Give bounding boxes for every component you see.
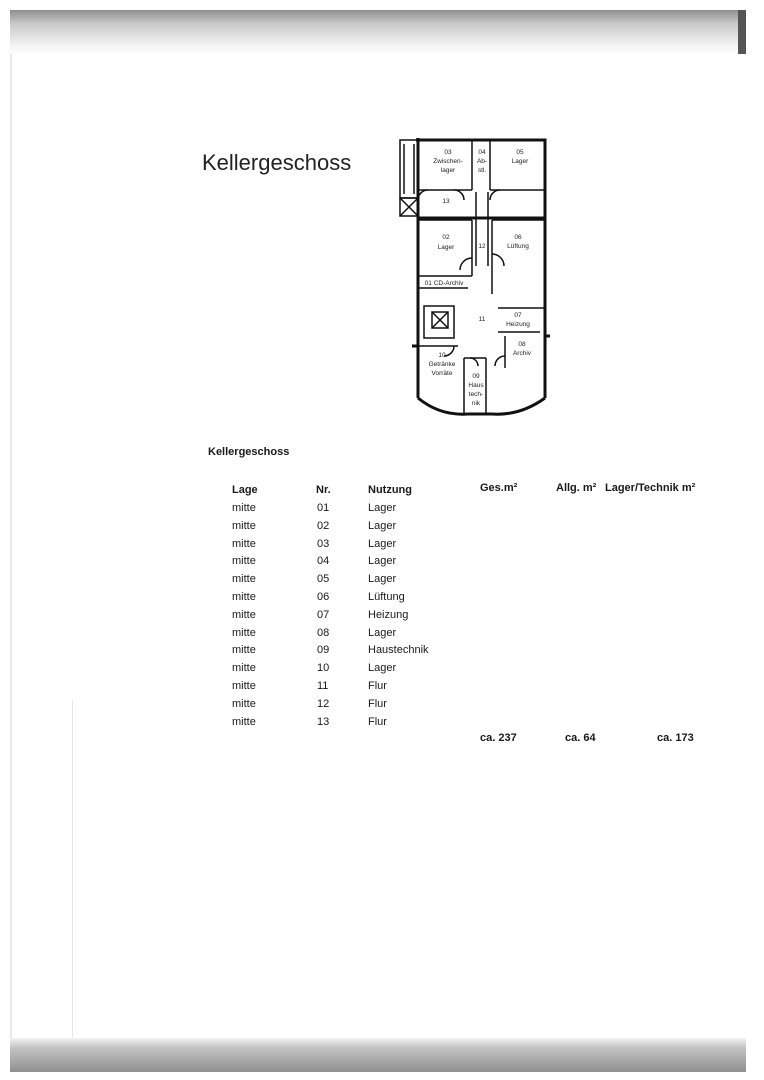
table-cell-lage: mitte xyxy=(232,626,256,639)
table-cell-nutzung: Lager xyxy=(368,502,397,514)
table-cell-nr: 01 xyxy=(317,502,330,514)
table-cell-nr: 02 xyxy=(317,519,330,532)
header-nutzung: Nutzung xyxy=(368,484,412,496)
room-09-label-1: Haus xyxy=(468,382,484,389)
table-cell-nr: 13 xyxy=(317,715,330,728)
table-cell-lage: mitte xyxy=(232,555,256,568)
room-03-label-1: Zwischen- xyxy=(433,158,463,165)
table-cell-lage: mitte xyxy=(232,644,256,657)
room-06-number: 06 xyxy=(514,234,522,241)
table-cell-nr: 03 xyxy=(317,537,330,550)
scan-streak xyxy=(72,700,73,1038)
room-04-label-1: Ab- xyxy=(476,158,488,165)
room-11-label: 11 xyxy=(478,316,486,323)
room-04-label-2: stl. xyxy=(477,167,487,174)
room-06-label: Lüftung xyxy=(507,243,529,250)
scan-left-edge xyxy=(10,54,12,1038)
header-ges-m2: Ges.m² xyxy=(480,482,518,494)
total-ges-m2: ca. 237 xyxy=(480,732,517,744)
table-cell-lage: mitte xyxy=(232,591,256,603)
table-cell-nr: 09 xyxy=(317,644,330,657)
table-cell-lage: mitte xyxy=(232,608,256,621)
table-cell-nutzung: Lüftung xyxy=(368,591,405,603)
room-10-number: 10 xyxy=(438,352,446,359)
table-cell-nr: 07 xyxy=(317,608,330,621)
room-05-label: Lager xyxy=(511,158,529,165)
table-cell-lage: mitte xyxy=(232,573,256,586)
scan-top-shadow xyxy=(10,10,746,54)
header-allg-m2: Allg. m² xyxy=(556,482,597,494)
room-05-number: 05 xyxy=(516,149,524,156)
table-cell-nutzung: Lager xyxy=(368,537,397,550)
table-cell-lage: mitte xyxy=(232,662,256,675)
header-lager-technik-m2: Lager/Technik m² xyxy=(605,482,696,494)
table-cell-nr: 04 xyxy=(317,555,330,568)
table-cell-lage: mitte xyxy=(232,715,256,728)
floor-plan xyxy=(390,136,560,420)
section-title: Kellergeschoss xyxy=(208,446,290,458)
table-cell-nr: 08 xyxy=(317,626,330,639)
room-08-label: Archiv xyxy=(512,350,532,357)
total-lager-technik-m2: ca. 173 xyxy=(657,732,694,744)
table-cell-nutzung: Lager xyxy=(368,662,397,675)
scan-top-edge xyxy=(738,10,746,54)
table-cell-lage: mitte xyxy=(232,697,256,710)
table-cell-nr: 12 xyxy=(317,697,330,710)
table-cell-nutzung: Lager xyxy=(368,555,397,568)
table-cell-nutzung: Lager xyxy=(368,573,397,586)
table-cell-lage: mitte xyxy=(232,519,256,532)
table-cell-nutzung: Heizung xyxy=(368,608,409,621)
table-cell-nr: 10 xyxy=(317,662,330,675)
scan-bottom-shadow xyxy=(10,1038,746,1072)
room-12-label: 12 xyxy=(478,243,486,250)
room-10-label-2: Vorräte xyxy=(431,370,453,377)
room-09-number: 09 xyxy=(472,373,480,380)
header-lage: Lage xyxy=(232,484,258,496)
room-04-number: 04 xyxy=(478,149,486,156)
table-cell-nutzung: Flur xyxy=(368,715,387,728)
room-01-label: 01 CD-Archiv xyxy=(424,280,464,287)
table-cell-lage: mitte xyxy=(232,537,256,550)
table-cell-nutzung: Flur xyxy=(368,697,387,710)
table-cell-lage: mitte xyxy=(232,680,256,692)
table-cell-nutzung: Haustechnik xyxy=(368,644,429,657)
total-allg-m2: ca. 64 xyxy=(565,732,596,744)
table-cell-nr: 05 xyxy=(317,573,330,586)
room-09-label-2: tech- xyxy=(468,391,484,398)
header-nr: Nr. xyxy=(316,484,331,496)
room-10-label-1: Getränke xyxy=(428,361,456,368)
table-cell-lage: mitte xyxy=(232,502,256,514)
room-08-number: 08 xyxy=(518,341,526,348)
room-07-label: Heizung xyxy=(506,321,530,328)
room-09-label-3: nik xyxy=(471,400,481,407)
table-cell-nutzung: Flur xyxy=(368,680,387,692)
table-cell-nr: 11 xyxy=(317,680,329,692)
room-13-label: 13 xyxy=(442,198,450,205)
room-07-number: 07 xyxy=(514,312,522,319)
page-title: Kellergeschoss xyxy=(202,150,352,175)
room-03-label-2: lager xyxy=(440,167,456,174)
room-02-number: 02 xyxy=(442,234,450,241)
table-cell-nutzung: Lager xyxy=(368,519,397,532)
room-02-label: Lager xyxy=(437,244,455,251)
room-03-number: 03 xyxy=(444,149,452,156)
table-cell-nr: 06 xyxy=(317,591,330,603)
table-cell-nutzung: Lager xyxy=(368,626,397,639)
